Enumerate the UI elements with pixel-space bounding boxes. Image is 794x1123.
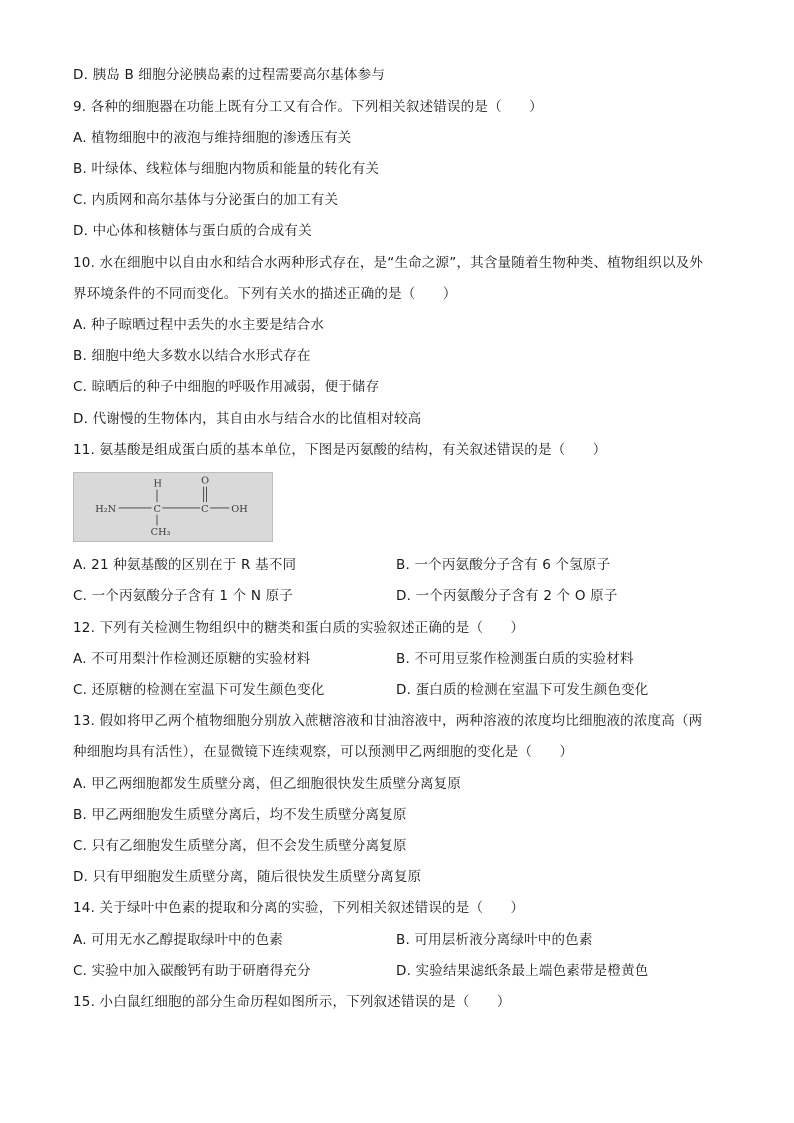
- q11-option-c: C. 一个丙氨酸分子含有 1 个 N 原子: [73, 588, 294, 604]
- q11-option-b: B. 一个丙氨酸分子含有 6 个氢原子: [396, 557, 611, 573]
- q8-option-d: D. 胰岛 B 细胞分泌胰岛素的过程需要高尔基体参与: [73, 67, 386, 83]
- q14-stem: 14. 关于绿叶中色素的提取和分离的实验，下列相关叙述错误的是（ ）: [73, 900, 525, 916]
- alanine-structure-figure: [73, 472, 273, 542]
- q12-stem: 12. 下列有关检测生物组织中的糖类和蛋白质的实验叙述正确的是（ ）: [73, 620, 525, 636]
- q13-option-a: A. 甲乙两细胞都发生质壁分离，但乙细胞很快发生质壁分离复原: [73, 776, 462, 792]
- q13-stem-line1: 13. 假如将甲乙两个植物细胞分别放入蔗糖溶液和甘油溶液中，两种溶液的浓度均比细胞液的浓度高（两: [73, 713, 703, 729]
- q14-option-d: D. 实验结果滤纸条最上端色素带是橙黄色: [396, 963, 649, 979]
- figure-h2n: H₂N: [95, 503, 117, 515]
- q10-option-c: C. 晾晒后的种子中细胞的呼吸作用减弱，便于储存: [73, 379, 380, 395]
- figure-oh: OH: [231, 503, 248, 515]
- q9-option-c: C. 内质网和高尔基体与分泌蛋白的加工有关: [73, 192, 339, 208]
- alanine-structure-diagram: [74, 473, 272, 541]
- q9-option-b: B. 叶绿体、线粒体与细胞内物质和能量的转化有关: [73, 161, 380, 177]
- q13-stem-line2: 种细胞均具有活性），在显微镜下连续观察，可以预测甲乙两细胞的变化是（ ）: [73, 744, 574, 760]
- q13-option-c: C. 只有乙细胞发生质壁分离，但不会发生质壁分离复原: [73, 838, 407, 854]
- q12-option-a: A. 不可用梨汁作检测还原糖的实验材料: [73, 651, 311, 667]
- q11-option-a: A. 21 种氨基酸的区别在于 R 基不同: [73, 557, 297, 573]
- q9-stem: 9. 各种的细胞器在功能上既有分工又有合作。下列相关叙述错误的是（ ）: [73, 99, 543, 115]
- q10-option-a: A. 种子晾晒过程中丢失的水主要是结合水: [73, 317, 325, 333]
- q12-option-d: D. 蛋白质的检测在室温下可发生颜色变化: [396, 682, 649, 698]
- q15-stem: 15. 小白鼠红细胞的部分生命历程如图所示，下列叙述错误的是（ ）: [73, 994, 511, 1010]
- q10-stem-line1: 10. 水在细胞中以自由水和结合水两种形式存在，是“生命之源”，其含量随着生物种类、植物组织以及外: [73, 255, 704, 271]
- q13-option-b: B. 甲乙两细胞发生质壁分离后，均不发生质壁分离复原: [73, 807, 407, 823]
- q12-option-b: B. 不可用豆浆作检测蛋白质的实验材料: [396, 651, 634, 667]
- q11-stem: 11. 氨基酸是组成蛋白质的基本单位，下图是丙氨酸的结构，有关叙述错误的是（ ）: [73, 442, 607, 458]
- q10-option-b: B. 细胞中绝大多数水以结合水形式存在: [73, 348, 311, 364]
- q13-option-d: D. 只有甲细胞发生质壁分离，随后很快发生质壁分离复原: [73, 869, 422, 885]
- q14-option-a: A. 可用无水乙醇提取绿叶中的色素: [73, 932, 283, 948]
- figure-ch3: CH₃: [150, 527, 171, 539]
- q11-option-d: D. 一个丙氨酸分子含有 2 个 O 原子: [396, 588, 618, 604]
- q9-option-d: D. 中心体和核糖体与蛋白质的合成有关: [73, 223, 312, 239]
- q10-option-d: D. 代谢慢的生物体内，其自由水与结合水的比值相对较高: [73, 411, 422, 427]
- q10-stem-line2: 界环境条件的不同而变化。下列有关水的描述正确的是（ ）: [73, 286, 457, 302]
- q12-option-c: C. 还原糖的检测在室温下可发生颜色变化: [73, 682, 325, 698]
- figure-c-alpha: C: [153, 503, 162, 515]
- q14-option-b: B. 可用层析液分离绿叶中的色素: [396, 932, 593, 948]
- figure-o-top: O: [201, 475, 210, 487]
- q14-option-c: C. 实验中加入碳酸钙有助于研磨得充分: [73, 963, 311, 979]
- figure-c-carboxyl: C: [201, 503, 209, 515]
- q9-option-a: A. 植物细胞中的液泡与维持细胞的渗透压有关: [73, 130, 352, 146]
- figure-h-top: H: [153, 478, 163, 490]
